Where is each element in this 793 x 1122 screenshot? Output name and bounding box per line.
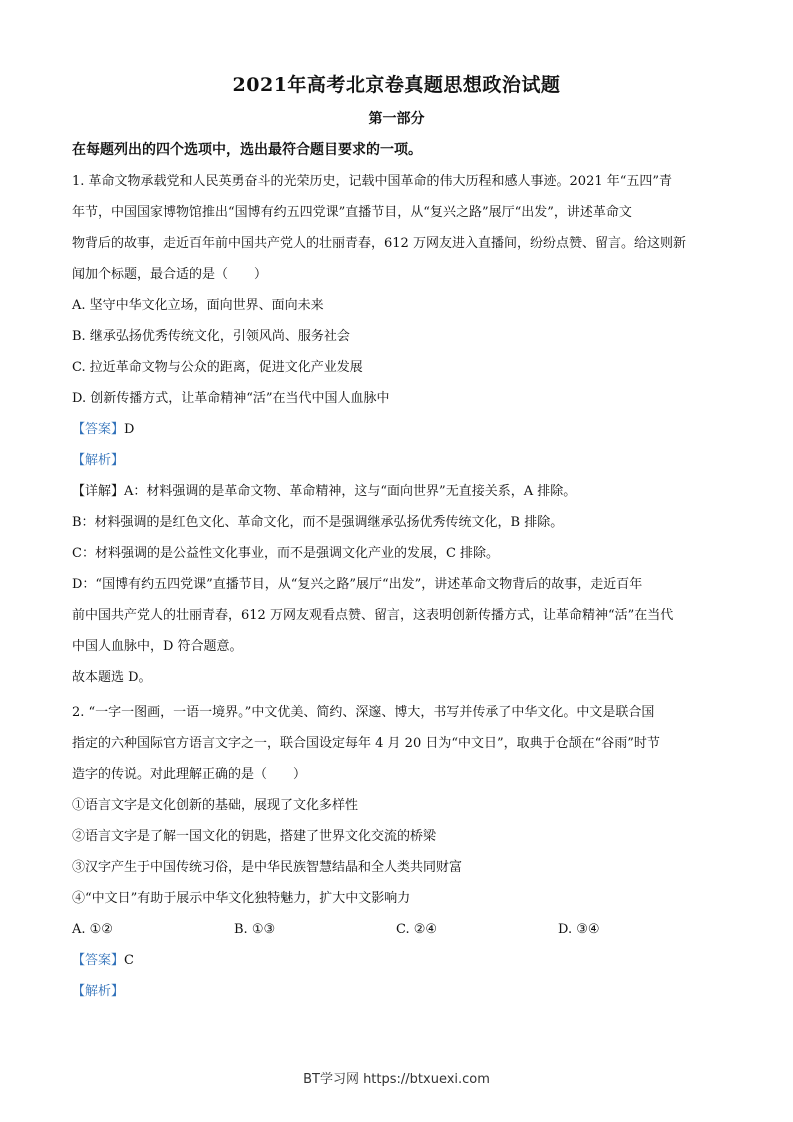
q1-detail-line [72,476,724,507]
q2-stem-line: 指定的六种国际官方语言文字之一，联合国设定每年 4 月 20 日为“中文日”，取典于仓颉在“谷雨”时节 [72,736,660,751]
q2-statement: ②语言文字是了解一国文化的钥匙，搭建了世界文化交流的桥梁 [72,829,437,844]
q1-option-b: B. 继承弘扬优秀传统文化，引领风尚、服务社会 [72,329,350,344]
q2-stem-line: 2. “一字一图画，一语一境界。”中文优美、简约、深邃、博大，书写并传承了中华文化。中文是联合国 [72,705,655,720]
q2-statement: ③汉字产生于中国传统习俗，是中华民族智慧结晶和全人类共同财富 [72,860,463,875]
q2-statement: ①语言文字是文化创新的基础，展现了文化多样性 [72,798,359,813]
instructions: 在每题列出的四个选项中，选出最符合题目要求的一项。 [72,142,422,158]
q2-statement: ④“中文日”有助于展示中华文化独特魅力，扩大中文影响力 [72,891,411,906]
q1-stem-line: 物背后的故事，走近百年前中国共产党人的壮丽青春，612 万网友进入直播间，纷纷点赞、留言。给这则新 [72,236,686,251]
page-footer: BT学习网 https://btxuexi.com [303,1072,490,1087]
question-1 [72,166,724,693]
q2-option-c: C. ②④ [396,922,438,937]
q1-conclusion: 故本题选 D。 [72,670,152,685]
q2-option-b: B. ①③ [234,922,276,937]
question-2 [72,697,724,1007]
analysis-tag: 【解析】 [72,984,125,999]
detail-tag: 【详解】 [72,484,125,499]
q1-stem-line: 年节，中国国家博物馆推出“国博有约五四党课”直播节目，从“复兴之路”展厅“出发”，讲述革命文 [72,205,632,220]
q1-stem-line: 闻加个标题，最合适的是（ ） [72,267,268,282]
q1-detail-line: D：“国博有约五四党课”直播节目，从“复兴之路”展厅“出发”，讲述革命文物背后的故事，走近百年 [72,577,643,592]
q1-option-c: C. 拉近革命文物与公众的距离，促进文化产业发展 [72,360,363,375]
q1-analysis [72,445,724,476]
q1-detail-line: C：材料强调的是公益性文化事业，而不是强调文化产业的发展，C 排除。 [72,546,500,561]
analysis-tag: 【解析】 [72,453,125,468]
q1-option-a: A. 坚守中华文化立场，面向世界、面向未来 [72,298,324,313]
section-heading: 第一部分 [368,111,425,127]
q2-option-a: A. ①② [72,922,113,937]
q2-answer [72,945,724,976]
answer-value: D [124,422,135,437]
q1-detail-line: 前中国共产党人的壮丽青春，612 万网友观看点赞、留言，这表明创新传播方式，让革命精神“活”在当代 [72,608,674,623]
q2-option-d: D. ③④ [558,922,600,937]
answer-tag: 【答案】 [72,422,125,437]
q1-stem-line: 1. 革命文物承载党和人民英勇奋斗的光荣历史，记载中国革命的伟大历程和感人事迹。2021 年“五四”青 [72,174,673,189]
q2-options [72,914,724,945]
q2-stem-line: 造字的传说。对此理解正确的是（ ） [72,767,307,782]
document-title: 2021年高考北京卷真题思想政治试题 [232,74,561,96]
q2-analysis [72,976,724,1007]
q1-detail-line: 中国人血脉中，D 符合题意。 [72,639,243,654]
q1-answer [72,414,724,445]
detail-text: A：材料强调的是革命文物、革命精神，这与“面向世界”无直接关系，A 排除。 [124,484,577,499]
q1-option-d: D. 创新传播方式，让革命精神“活”在当代中国人血脉中 [72,391,390,406]
answer-value: C [124,953,134,968]
answer-tag: 【答案】 [72,953,125,968]
q1-detail-line: B：材料强调的是红色文化、革命文化，而不是强调继承弘扬优秀传统文化，B 排除。 [72,515,564,530]
